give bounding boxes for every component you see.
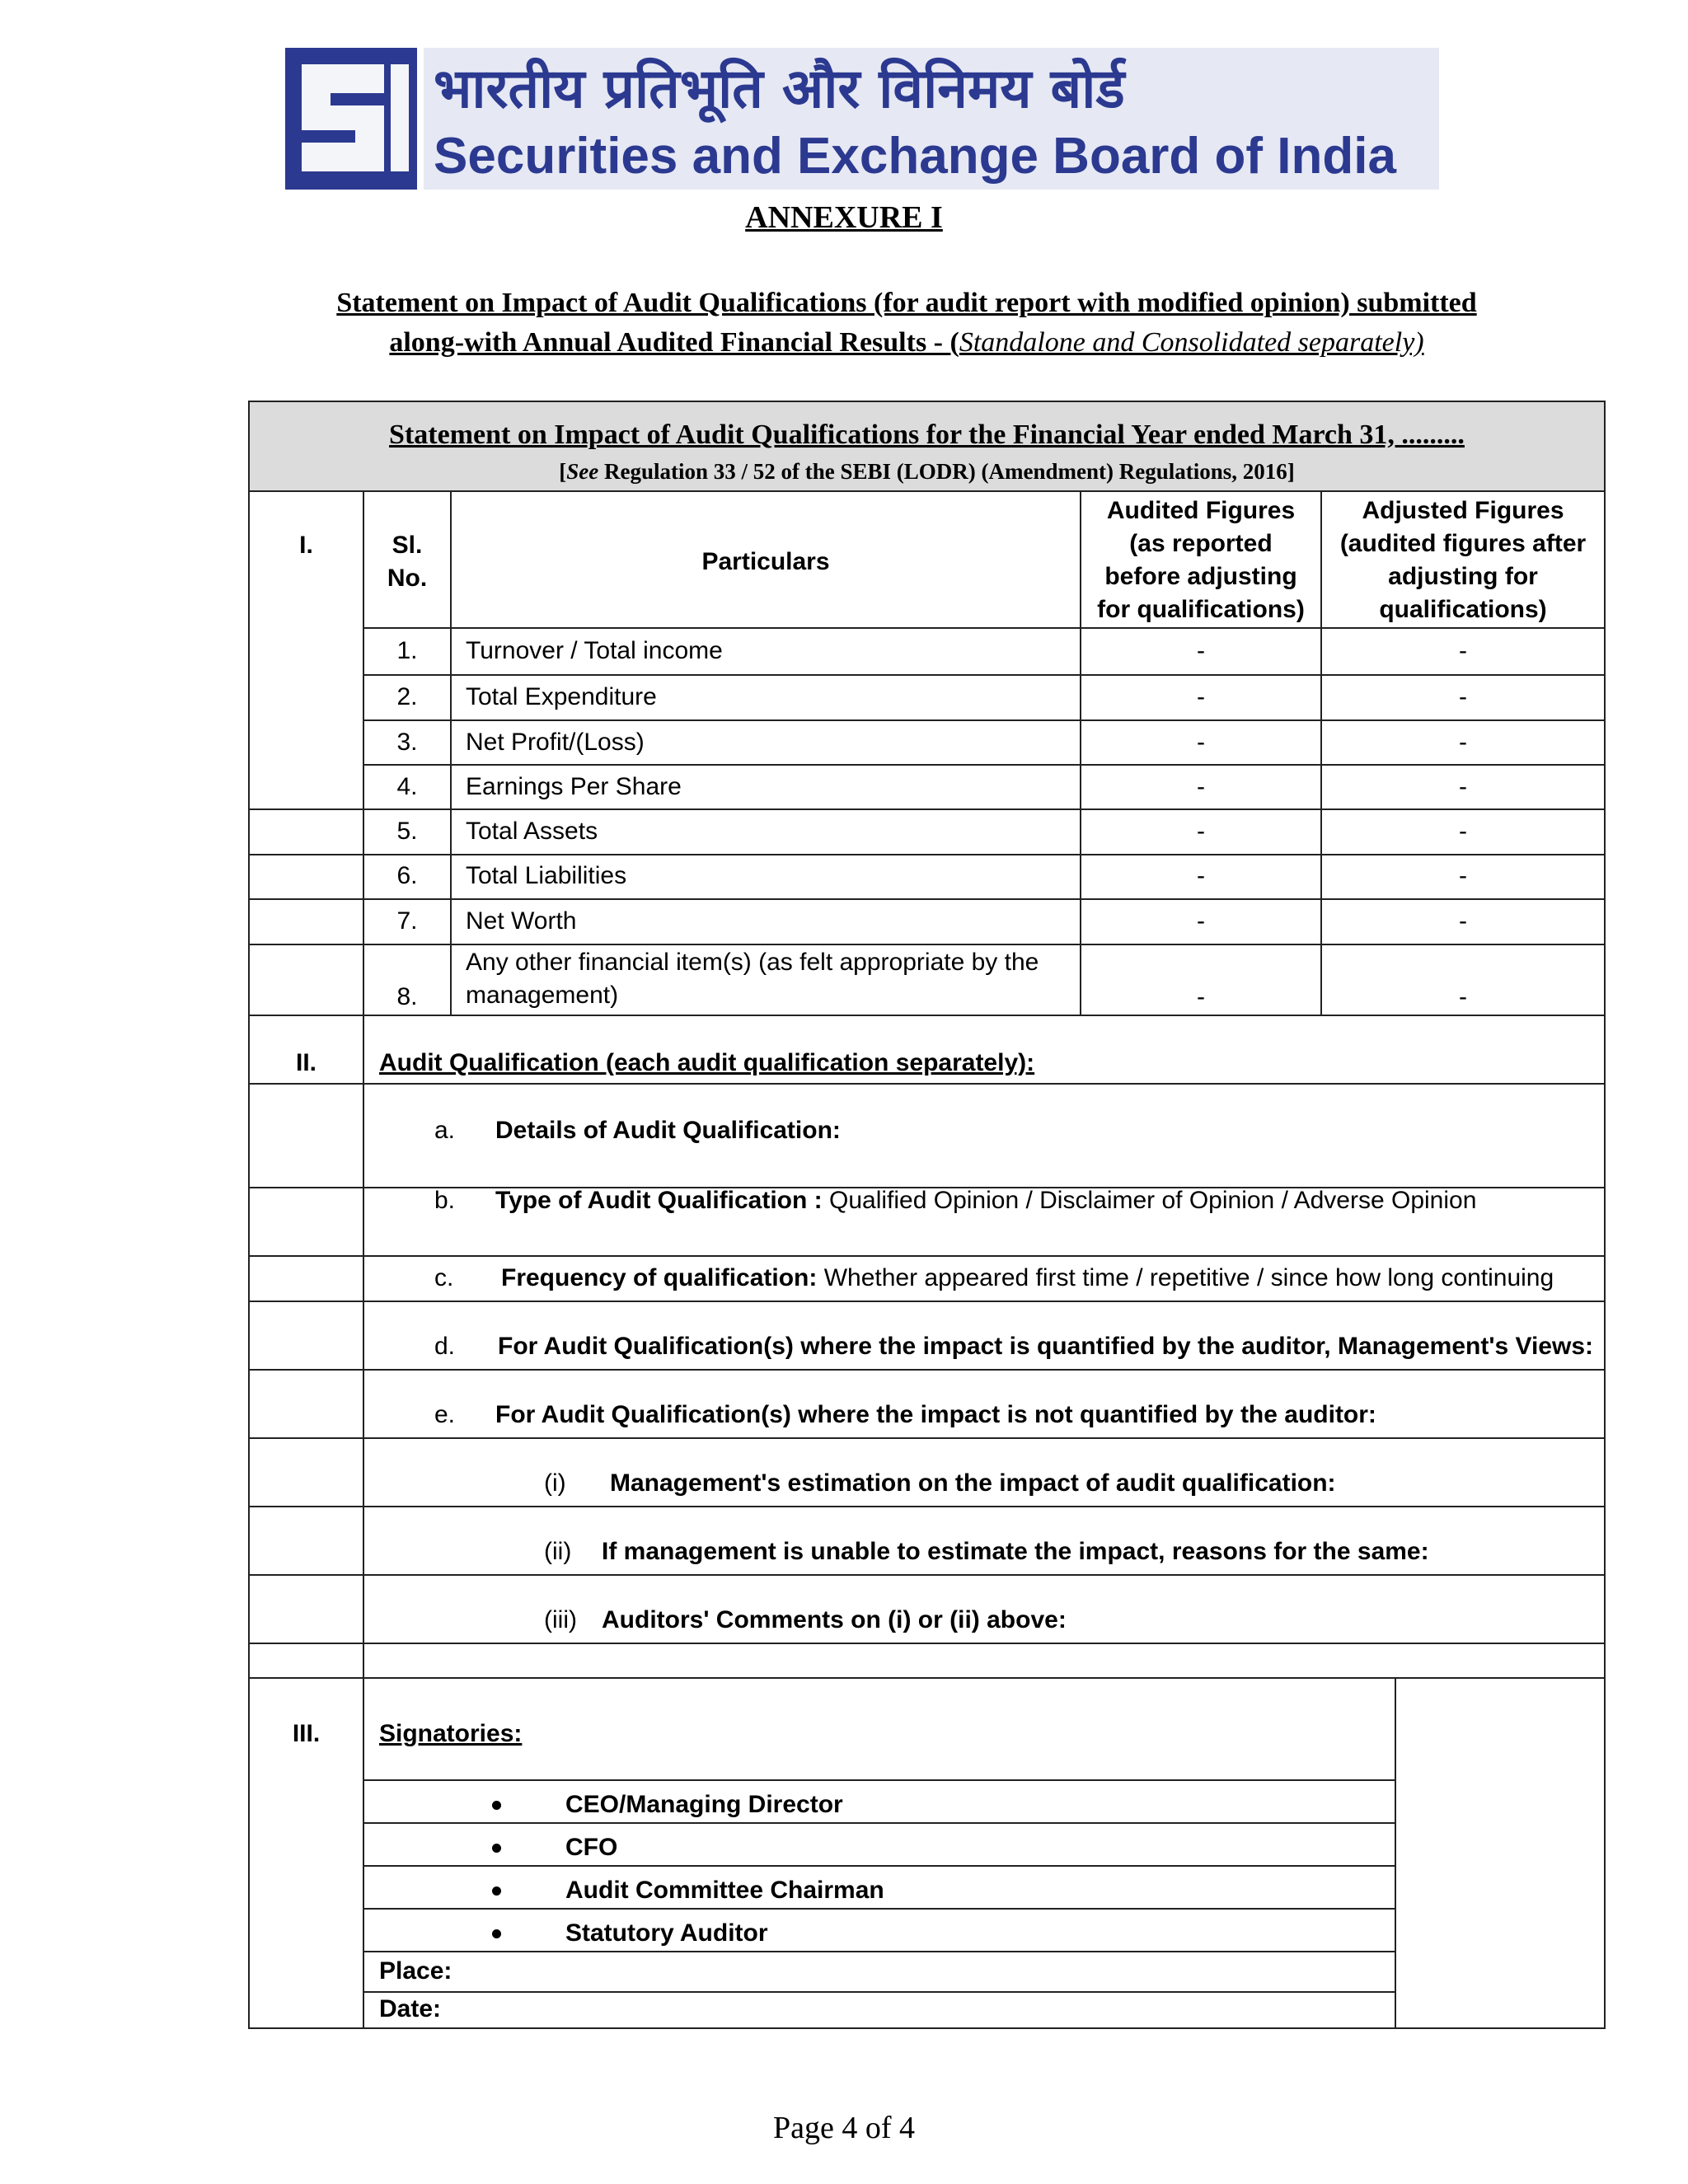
column-particulars: Particulars bbox=[701, 548, 830, 575]
regulation-reference: [See Regulation 33 / 52 of the SEBI (LODR) (Amendment) Regulations, 2016] bbox=[559, 459, 1295, 484]
document-title-line2: along-with Annual Audited Financial Results - (Standalone and Consolidated separately) bbox=[389, 327, 1424, 358]
subitem-i-num: (i) bbox=[544, 1469, 566, 1497]
section-roman-iii: III. bbox=[292, 1720, 321, 1747]
logo-hindi-text: भारतीय प्रतिभूति और विनिमय बोर्ड bbox=[434, 57, 1125, 120]
item-a: Details of Audit Qualification: bbox=[495, 1117, 841, 1144]
item-b: Type of Audit Qualification : Qualified Opinion / Disclaimer of Opinion / Adverse Opinion bbox=[495, 1187, 1477, 1214]
item-a-letter: a. bbox=[434, 1117, 456, 1144]
item-c: Frequency of qualification: Whether appeared first time / repetitive / since how long continuing bbox=[501, 1264, 1554, 1291]
column-adjusted-line3: adjusting for bbox=[1388, 563, 1538, 590]
column-audited-line4: for qualifications) bbox=[1097, 596, 1305, 623]
document-title-line1: Statement on Impact of Audit Qualifications (for audit report with modified opinion) submitted bbox=[336, 288, 1477, 318]
bullet-icon bbox=[492, 1801, 501, 1810]
column-sl-no-line1: Sl. bbox=[392, 532, 423, 559]
date-label: Date: bbox=[379, 1995, 442, 2022]
bullet-icon bbox=[492, 1886, 501, 1896]
logo-english-text: Securities and Exchange Board of India bbox=[434, 128, 1396, 185]
item-b-letter: b. bbox=[434, 1187, 456, 1214]
signatories-heading: Signatories: bbox=[379, 1720, 523, 1747]
section-roman-ii: II. bbox=[295, 1049, 316, 1076]
section-ii-heading: Audit Qualification (each audit qualification separately): bbox=[379, 1049, 1035, 1076]
sebi-logo bbox=[285, 48, 1439, 190]
item-c-letter: c. bbox=[434, 1264, 454, 1291]
page-number: Page 4 of 4 bbox=[772, 2111, 916, 2145]
bullet-icon bbox=[492, 1929, 501, 1938]
subitem-iii: Auditors' Comments on (i) or (ii) above: bbox=[602, 1606, 1067, 1633]
item-d: For Audit Qualification(s) where the impact is quantified by the auditor, Management's Views: bbox=[498, 1333, 1593, 1360]
column-adjusted-line4: qualifications) bbox=[1379, 596, 1547, 623]
document-title-italic: Standalone and Consolidated separately) bbox=[959, 327, 1424, 358]
column-sl-no-line2: No. bbox=[387, 565, 428, 592]
subitem-i: Management's estimation on the impact of audit qualification: bbox=[610, 1469, 1336, 1497]
subitem-ii: If management is unable to estimate the impact, reasons for the same: bbox=[602, 1538, 1429, 1565]
place-label: Place: bbox=[379, 1957, 452, 1985]
bullet-icon bbox=[492, 1844, 501, 1853]
document-title bbox=[247, 284, 1566, 363]
item-e: For Audit Qualification(s) where the impact is not quantified by the auditor: bbox=[495, 1401, 1376, 1428]
statement-heading: Statement on Impact of Audit Qualifications for the Financial Year ended March 31, ......... bbox=[389, 419, 1465, 450]
annexure-heading: ANNEXURE I bbox=[745, 200, 943, 235]
audit-qualification-table: Statement on Impact of Audit Qualifications for the Financial Year ended March 31, ......... [See Regulation 33 / 52 of the SEBI (LODR) (Amendment) Regulations, 2016] I. Sl. No. Particulars Audited Figures (as reported before adjusting for qualifications) Adjusted Figures (audited figures after adjusting for qualifications) 1. Turnover / Total income - - 2. Total Expenditure - - 3. Net Profit/(Loss) - - 4. Earnings Per Share - - 5. Total Assets - - 6. Total Liabilities - - 7. Net Worth - - 8. Any other financial item(s) (as felt appropriate by the management) - - II. Audit Qualification (each audit qualification separately): a. Details of Audit Qualification: b. Type of Audit Qualification : Qualified Opinion / Disclaimer of Opinion / Adverse Opinion c. Frequency of qualification: Whether appeared first time / repetitive / since how long continuing d. For Audit Qualification(s) where the impact is quantified by the auditor, Management's Views: e. For Audit Qualification(s) where the impact is not quantified by the auditor: (i) Management's estimation on the impact of audit qualification: (ii) If management is unable to estimate the impact, reasons for the same: (iii) Auditors' Comments on (i) or (ii) above: III. Signatories: CEO/Managing Director CFO Audit Committee Chairman Statutory Auditor Place: Date: bbox=[248, 401, 1606, 2029]
sebi-mark-icon bbox=[285, 48, 417, 190]
column-audited-line2: (as reported bbox=[1129, 530, 1273, 557]
column-adjusted-line1: Adjusted Figures bbox=[1362, 497, 1564, 524]
column-audited-line1: Audited Figures bbox=[1106, 497, 1296, 524]
column-audited-line3: before adjusting bbox=[1104, 563, 1297, 590]
item-d-letter: d. bbox=[434, 1333, 456, 1360]
item-e-letter: e. bbox=[434, 1401, 456, 1428]
subitem-ii-num: (ii) bbox=[544, 1538, 572, 1565]
section-roman-i: I. bbox=[299, 532, 313, 559]
column-adjusted-line2: (audited figures after bbox=[1339, 530, 1587, 557]
subitem-iii-num: (iii) bbox=[544, 1606, 577, 1633]
